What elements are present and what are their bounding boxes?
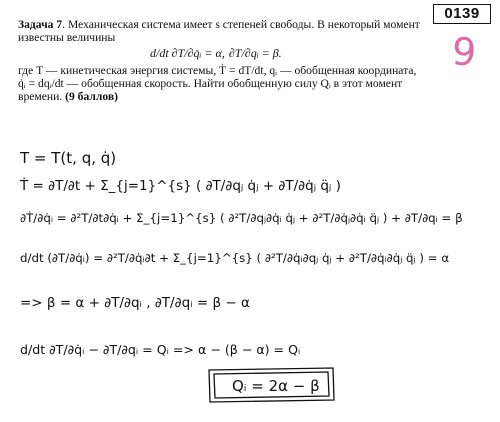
solution-line-3 (20, 210, 463, 225)
answer-text: Qᵢ = 2α − β (232, 377, 320, 395)
problem-points: (9 баллов) (65, 90, 119, 103)
svg-text:T = T(t, q, q̇): T = T(t, q, q̇) (20, 149, 117, 167)
given-alpha: d/dt ∂T/∂q̇ᵢ = α, (150, 46, 225, 60)
problem-title: Задача 7 (18, 18, 63, 31)
solution-line-5 (20, 295, 250, 311)
given-beta: ∂T/∂qᵢ = β. (228, 46, 282, 60)
solution-line-4 (20, 251, 449, 265)
solution-line-1 (19, 149, 116, 167)
svg-text:Ṫ = ∂T/∂t + Σ_{j=1}^{s} ( ∂T/∂: Ṫ = ∂T/∂t + Σ_{j=1}^{s} ( ∂T/∂qⱼ q̇ⱼ + ∂T/∂q̇ⱼ q̈ⱼ ) (20, 178, 341, 194)
svg-text:=> β = α + ∂T/∂qᵢ , ∂T/∂qᵢ =: => β = α + ∂T/∂qᵢ , ∂T/∂qᵢ = β − α (20, 295, 250, 311)
svg-text:∂Ṫ/∂q̇ᵢ = ∂²T/∂t∂q̇ᵢ + Σ_{j=1}: ∂Ṫ/∂q̇ᵢ = ∂²T/∂t∂q̇ᵢ + Σ_{j=1}^{s} ( ∂²T/∂qⱼ∂q̇ᵢ q̇ⱼ + ∂²T/∂q̇ⱼ∂q̇ᵢ q̈ⱼ ) + ∂T/∂qᵢ = β (20, 211, 463, 225)
svg-text:d/dt (∂T/∂q̇ᵢ) = ∂²T/∂q̇ᵢ∂t +: d/dt (∂T/∂q̇ᵢ) = ∂²T/∂q̇ᵢ∂t + Σ_{j=1}^{s} ( ∂²T/∂q̇ᵢ∂qⱼ q̇ⱼ + ∂²T/∂q̇ᵢ∂q̇ⱼ q̈ⱼ ) = α (20, 251, 450, 265)
problem-intro-text: . Механическая система имеет s степеней свободы. В некоторый момент известны величины (18, 18, 420, 44)
boxed-answer (209, 368, 334, 402)
svg-text:d/dt ∂T/∂q̇ᵢ − ∂T/∂qᵢ = Qᵢ =: d/dt ∂T/∂q̇ᵢ − ∂T/∂qᵢ = Qᵢ => α − (β − α) = Qᵢ (20, 342, 301, 357)
problem-body-text: где T — кинетическая энергия системы, Ṫ = dT/dt, qᵢ — обобщенная координата, q̇ᵢ = dqᵢ/dt — обобщенная скорость. Найти обобщенную силу Qᵢ в этот момент времени. (18, 64, 417, 103)
score-mark: 9 (450, 29, 478, 75)
solution-line-2 (19, 176, 341, 194)
solution-line-6 (20, 342, 300, 357)
sheet-id-box: 0139 (433, 4, 491, 24)
